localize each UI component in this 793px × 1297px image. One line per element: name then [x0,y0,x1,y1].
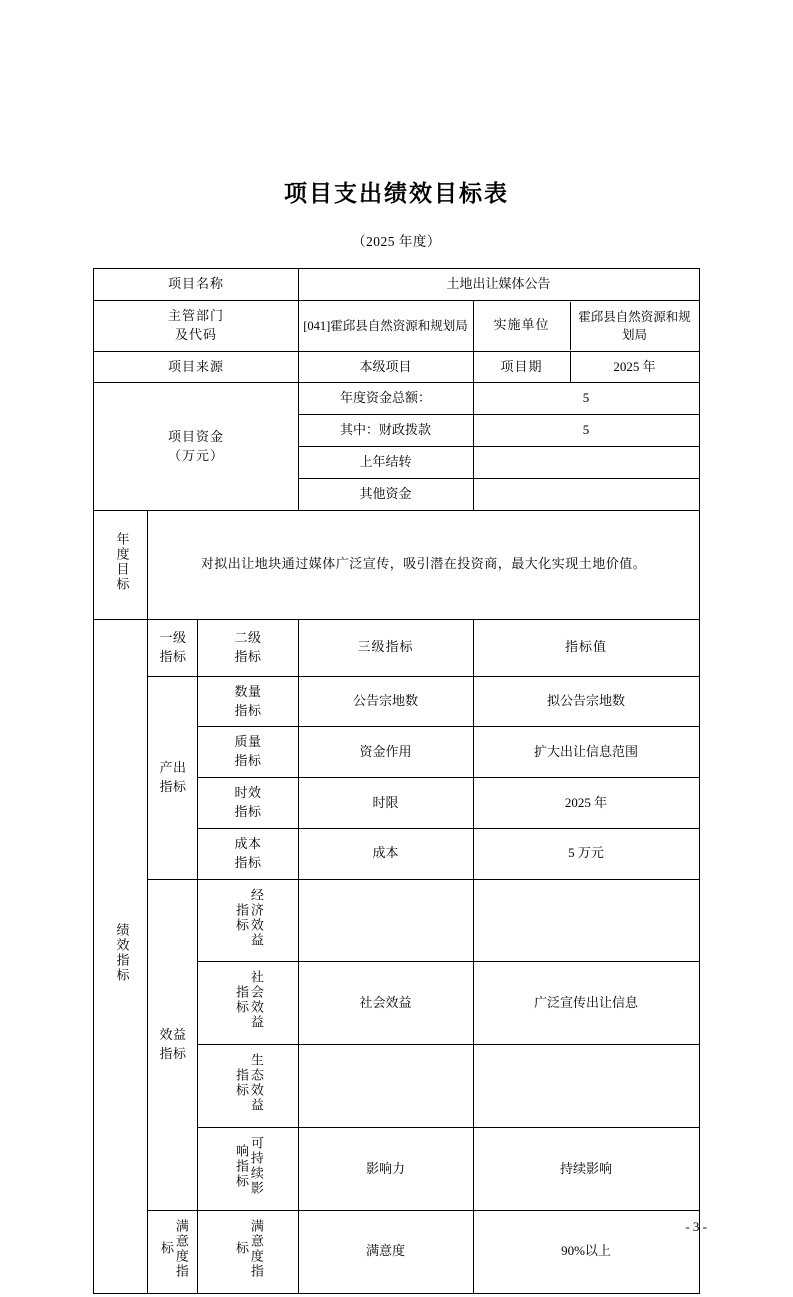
value-annual-goal: 对拟出让地块通过媒体广泛宣传，吸引潜在投资商，最大化实现土地价值。 [148,510,699,619]
cell-level1-satisfaction: 满意度指标 [148,1210,198,1293]
document-page [0,175,793,1297]
cell-value [473,1045,699,1128]
label-dept-and-code-line2: 及代码 [174,326,217,342]
value-project-name: 土地出让媒体公告 [298,269,699,301]
label-annual-total: 年度资金总额： [298,383,473,415]
cell-value [473,879,699,962]
cell-level3: 公告宗地数 [298,676,473,727]
label-project-funds [94,383,298,510]
value-project-source: 本级项目 [298,351,473,383]
table-row [94,676,699,727]
cell-level3: 社会效益 [298,962,473,1045]
label-dept-and-code [94,300,298,351]
cell-level2-quantity: 数量 指标 [198,676,298,727]
implementing-unit-cell [473,300,699,351]
page-title: 项目支出绩效目标表 [284,181,509,206]
label-project-source: 项目来源 [94,351,298,383]
value-fiscal-allocation: 5 [473,415,699,447]
value-carryover [473,447,699,479]
cell-level2-satisfaction: 满意度指标 [198,1210,298,1293]
label-project-funds-line2: （万元） [167,447,224,463]
value-other-funds [473,478,699,510]
cell-level2-quality: 质量 指标 [198,727,298,778]
table-row [94,269,699,301]
label-project-name: 项目名称 [94,269,298,301]
cell-value: 拟公告宗地数 [473,676,699,727]
label-annual-goal: 年度目标 [94,510,148,619]
cell-value: 持续影响 [473,1128,699,1211]
cell-level3: 时限 [298,778,473,829]
cell-level2-timeliness: 时效 指标 [198,778,298,829]
table-row [94,619,699,676]
label-project-period: 项目期 [474,352,571,383]
header-indicator-value: 指标值 [473,619,699,676]
cell-level3: 影响力 [298,1128,473,1211]
performance-target-table [93,268,699,1294]
cell-level2-cost: 成本 指标 [198,828,298,879]
cell-level3 [298,1045,473,1128]
cell-value: 广泛宣传出让信息 [473,962,699,1045]
cell-level1-output: 产出 指标 [148,676,198,879]
cell-level2-economic: 经济效益指标 [198,879,298,962]
cell-level3 [298,879,473,962]
header-level3: 三级指标 [298,619,473,676]
table-row [94,351,699,383]
table-row [94,300,699,351]
cell-level2-ecological: 生态效益指标 [198,1045,298,1128]
value-project-period: 2025 年 [613,358,656,374]
page-subtitle: （2025 年度） [352,234,441,249]
table-row [94,383,699,415]
table-row [94,1210,699,1293]
table-row [94,879,699,962]
cell-value: 5 万元 [473,828,699,879]
cell-level3: 满意度 [298,1210,473,1293]
page-number: - 3 - [685,1219,707,1234]
value-dept-and-code: [041]霍邱县自然资源和规划局 [298,300,473,351]
label-performance-indicator: 绩效指标 [94,619,148,1293]
cell-level2-social: 社会效益指标 [198,962,298,1045]
header-level2: 二级 指标 [198,619,298,676]
value-annual-total: 5 [473,383,699,415]
label-implementing-unit: 实施单位 [474,302,571,350]
label-carryover: 上年结转 [298,447,473,479]
project-period-cell [473,351,699,383]
header-level1: 一级 指标 [148,619,198,676]
cell-value: 90%以上 [473,1210,699,1293]
cell-level2-sustainable: 可持续影响指标 [198,1128,298,1211]
cell-value: 2025 年 [473,778,699,829]
label-fiscal-allocation: 其中：财政拨款 [298,415,473,447]
cell-value: 扩大出让信息范围 [473,727,699,778]
table-row [94,510,699,619]
cell-level3: 资金作用 [298,727,473,778]
label-dept-and-code-line1: 主管部门 [167,307,224,323]
cell-level3: 成本 [298,828,473,879]
value-implementing-unit: 霍邱县自然资源和规划局 [578,309,691,342]
label-project-funds-line1: 项目资金 [167,428,224,444]
cell-level1-benefit: 效益 指标 [148,879,198,1210]
label-other-funds: 其他资金 [298,478,473,510]
